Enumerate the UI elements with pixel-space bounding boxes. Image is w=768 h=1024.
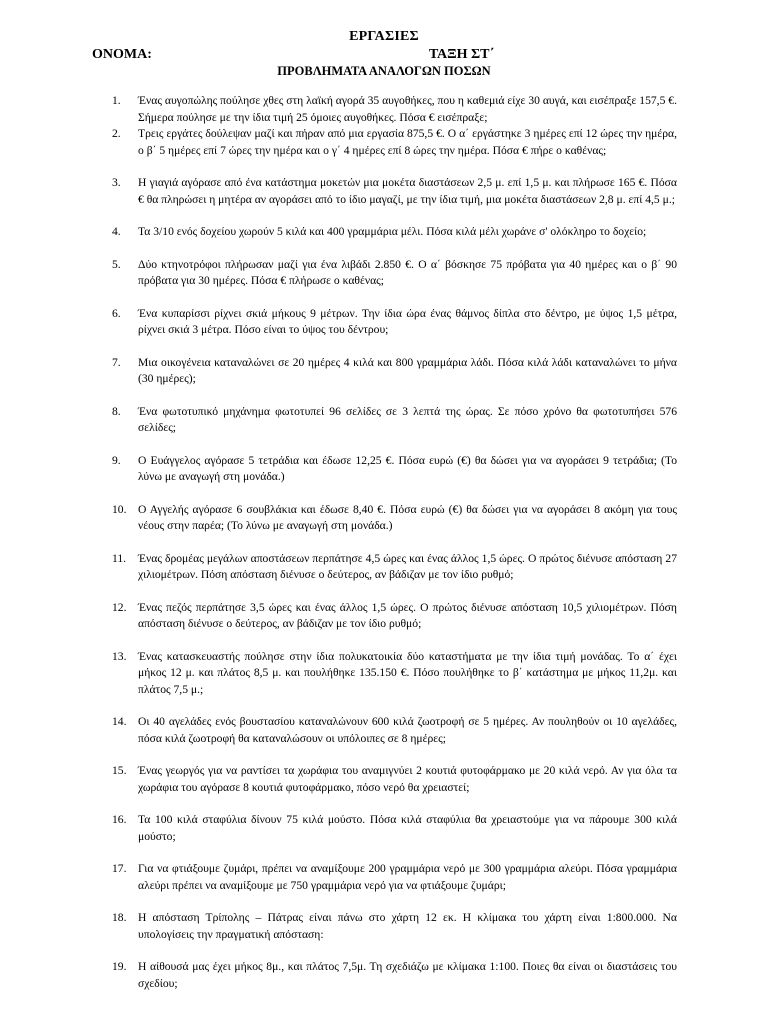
- problem-number: 8.: [112, 404, 121, 418]
- problem-number: 10.: [112, 502, 127, 516]
- problem-text: Ένας κατασκευαστής πούλησε στην ίδια πολυκατοικία δύο καταστήματα με την ίδια τιμή μονάδας. Το α΄ έχει μήκος 12 μ. και πλάτος 8,5 μ. και πουλήθηκε 135.150 €. Πόσο πουλήθηκε το β΄ κατάστημα με μήκος 11,2μ. και πλάτος 7,5 μ.;: [138, 649, 677, 696]
- problem-number: 6.: [112, 306, 121, 320]
- problem-item-1: [112, 93, 677, 126]
- problem-text: Ένα κυπαρίσσι ρίχνει σκιά μήκους 9 μέτρων. Την ίδια ώρα ένας θάμνος δίπλα στο δέντρο, με ύψος 1,5 μέτρα, ρίχνει σκιά 3 μέτρα. Πόσο είναι το ύψος του δέντρου;: [138, 306, 677, 336]
- problem-number: 15.: [112, 764, 127, 777]
- problem-number: 3.: [112, 176, 121, 189]
- problem-text: Ένας δρομέας μεγάλων αποστάσεων περπάτησε 4,5 ώρες και ένας άλλος 1,5 ώρες. Ο πρώτος διένυσε απόσταση 27 χιλιομέτρων. Πόση απόσταση διένυσε ο δεύτερος, αν βάδιζαν με τον ίδιο ρυθμό;: [138, 551, 677, 581]
- problem-number: 2.: [112, 127, 121, 140]
- problem-text: Τρεις εργάτες δούλεψαν μαζί και πήραν από μια εργασία 875,5 €. Ο α΄ εργάστηκε 3 ημέρες επί 12 ώρες την ημέρα, ο β΄ 5 ημέρες επί 7 ώρες την ημέρα και ο γ΄ 4 ημέρες επί 8 ώρες την ημέρα. Πόσα € πήρε ο καθένας;: [138, 127, 677, 157]
- problem-text: Μια οικογένεια καταναλώνει σε 20 ημέρες 4 κιλά και 800 γραμμάρια λάδι. Πόσα κιλά λάδι καταναλώνει το μήνα (30 ημέρες);: [138, 355, 677, 385]
- problem-text: Ένας αυγοπώλης πούλησε χθες στη λαϊκή αγορά 35 αυγοθήκες, που η καθεμιά είχε 30 αυγά, και εισέπραξε 157,5 €. Σήμερα πούλησε με την ίδια τιμή 25 όμοιες αυγοθήκες. Πόσα € εισέπραξε;: [138, 94, 677, 124]
- problem-item-11: [112, 551, 677, 584]
- problem-item-18: [112, 910, 677, 943]
- name-label: ΟΝΟΜΑ:: [92, 47, 152, 62]
- problem-text: Η αίθουσά μας έχει μήκος 8μ., και πλάτος 7,5μ. Τη σχεδιάζω με κλίμακα 1:100. Ποιες θα είναι οι διαστάσεις του σχεδίου;: [138, 960, 677, 990]
- problem-item-8: [112, 404, 677, 437]
- problem-item-7: [112, 355, 677, 388]
- problem-number: 12.: [112, 600, 127, 614]
- problem-number: 4.: [112, 225, 121, 238]
- problem-text: Για να φτιάξουμε ζυμάρι, πρέπει να αναμίξουμε 200 γραμμάρια νερό με 300 γραμμάρια αλεύρι. Πόσα γραμμάρια αλεύρι πρέπει να αναμίξουμε με 750 γραμμάρια νερό για να φτιάξουμε ζυμάρι;: [138, 862, 677, 892]
- problem-text: Ένα φωτοτυπικό μηχάνημα φωτοτυπεί 96 σελίδες σε 3 λεπτά της ώρας. Σε πόσο χρόνο θα φωτοτυπήσει 576 σελίδες;: [138, 404, 677, 434]
- problem-item-4: [112, 224, 677, 241]
- class-label: ΤΑΞΗ ΣΤ΄: [429, 47, 495, 62]
- problem-text: Δύο κτηνοτρόφοι πλήρωσαν μαζί για ένα λιβάδι 2.850 €. Ο α΄ βόσκησε 75 πρόβατα για 40 ημέρες και ο β΄ 90 πρόβατα για 30 ημέρες. Πόσα € πλήρωσε ο καθένας;: [138, 257, 677, 287]
- problem-number: 18.: [112, 911, 127, 924]
- problem-text: Ο Αγγελής αγόρασε 6 σουβλάκια και έδωσε 8,40 €. Πόσα ευρώ (€) θα δώσει για να αγοράσει 8 ακόμη για τους νέους στην παρέα; (Το λύνω με αναγωγή στη μονάδα.): [138, 502, 677, 532]
- problem-item-13: [112, 649, 677, 699]
- problem-number: 17.: [112, 862, 127, 875]
- problem-item-15: [112, 763, 677, 796]
- problem-number: 19.: [112, 960, 127, 973]
- problem-text: Ένας γεωργός για να ραντίσει τα χωράφια του αναμιγνύει 2 κουτιά φυτοφάρμακο με 20 κιλά νερό. Αν για όλα τα χωράφια του αγόρασε 8 κουτιά φυτοφάρμακο, πόσο νερό θα χρειαστεί;: [138, 764, 677, 794]
- problem-item-2: [112, 126, 677, 159]
- problem-text: Οι 40 αγελάδες ενός βουστασίου καταναλώνουν 600 κιλά ζωοτροφή σε 5 ημέρες. Αν πουληθούν οι 10 αγελάδες, πόσα κιλά ζωοτροφή θα καταναλώσουν οι υπόλοιπες σε 8 ημέρες;: [138, 715, 677, 745]
- problem-item-5: [112, 257, 677, 290]
- problem-text: Τα 3/10 ενός δοχείου χωρούν 5 κιλά και 400 γραμμάρια μέλι. Πόσα κιλά μέλι χωράνε σ' ολόκληρο το δοχείο;: [138, 225, 647, 238]
- page-subtitle: ΠΡΟΒΛΗΜΑΤΑ ΑΝΑΛΟΓΩΝ ΠΟΣΩΝ: [277, 64, 491, 78]
- problem-text: Τα 100 κιλά σταφύλια δίνουν 75 κιλά μούστο. Πόσα κιλά σταφύλια θα χρειαστούμε για να πάρουμε 300 κιλά μούστο;: [138, 813, 677, 843]
- page-title: ΕΡΓΑΣΙΕΣ: [349, 29, 419, 44]
- problem-number: 9.: [112, 453, 121, 467]
- problem-number: 13.: [112, 649, 127, 663]
- problem-number: 7.: [112, 355, 121, 369]
- problem-item-9: [112, 453, 677, 486]
- problem-item-17: [112, 861, 677, 894]
- problem-list: [112, 93, 677, 992]
- problem-item-16: [112, 812, 677, 845]
- problem-item-14: [112, 714, 677, 747]
- problem-item-10: [112, 502, 677, 535]
- problem-text: Η γιαγιά αγόρασε από ένα κατάστημα μοκετών μια μοκέτα διαστάσεων 2,5 μ. επί 1,5 μ. και πλήρωσε 165 €. Πόσα € θα πληρώσει η μητέρα αν αγοράσει από το ίδιο μαγαζί, με την ίδια τιμή, μια μοκέτα διαστάσεων 2,8 μ. επί 4,5 μ.;: [138, 176, 677, 206]
- problem-number: 1.: [112, 94, 121, 107]
- problem-item-12: [112, 600, 677, 633]
- problem-number: 16.: [112, 813, 127, 826]
- problem-number: 14.: [112, 715, 127, 728]
- problem-text: Ένας πεζός περπάτησε 3,5 ώρες και ένας άλλος 1,5 ώρες. Ο πρώτος διένυσε απόσταση 10,5 χιλιομέτρων. Πόση απόσταση διένυσε ο δεύτερος, αν βάδιζαν με τον ίδιο ρυθμό;: [138, 600, 677, 630]
- problem-number: 5.: [112, 257, 121, 271]
- problem-text: Ο Ευάγγελος αγόρασε 5 τετράδια και έδωσε 12,25 €. Πόσα ευρώ (€) θα δώσει για να αγοράσει 9 τετράδια; (Το λύνω με αναγωγή στη μονάδα.): [138, 453, 677, 483]
- problem-item-6: [112, 306, 677, 339]
- problem-item-19: [112, 959, 677, 992]
- problem-number: 11.: [112, 551, 127, 565]
- problem-item-3: [112, 175, 677, 208]
- problem-text: Η απόσταση Τρίπολης – Πάτρας είναι πάνω στο χάρτη 12 εκ. Η κλίμακα του χάρτη είναι 1:800.000. Να υπολογίσεις την πραγματική απόσταση:: [138, 911, 677, 941]
